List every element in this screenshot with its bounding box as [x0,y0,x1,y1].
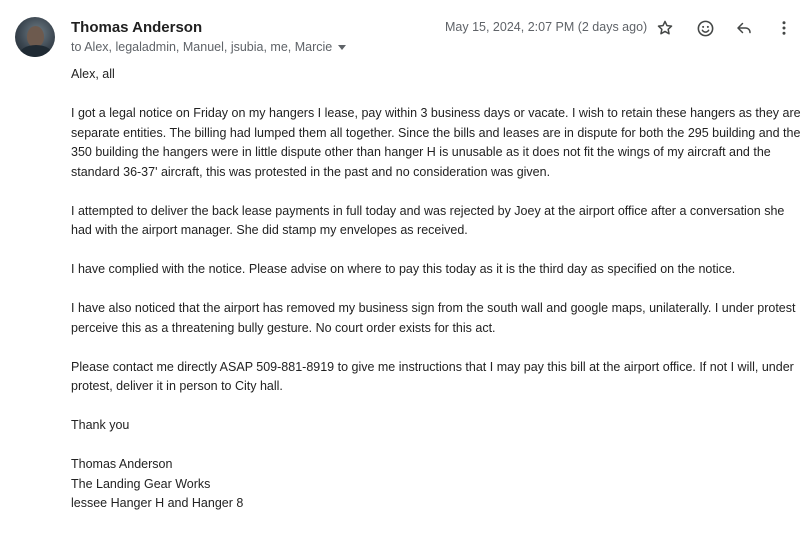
body-paragraph: I have complied with the notice. Please advise on where to pay this today as it is the third day as specified on the notice. [71,262,736,276]
sender-name[interactable]: Thomas Anderson [71,19,203,36]
recipients-text: to Alex, legaladmin, Manuel, jsubia, me, Marcie [71,40,333,54]
body-paragraph: I attempted to deliver the back lease payments in full today and was rejected by Joey at the airport office after a conversation she had with the airport manager. She did stamp my envelopes as received. [71,203,785,237]
signature-company: The Landing Gear Works [71,476,211,491]
add-reaction-button[interactable] [692,15,718,41]
closing: Thank you [71,418,130,432]
greeting: Alex, all [71,67,115,81]
show-details-chevron-icon[interactable] [338,45,346,50]
email-body [71,65,801,514]
body-paragraph: I have also noticed that the airport has removed my business sign from the south wall and google maps, unilaterally. I under protest perceive this as a threatening bully gesture. No court order exists for this act. [71,301,796,335]
body-paragraph: I got a legal notice on Friday on my hangers I lease, pay within 3 business days or vacate. I wish to retain these hangers as they are separate entities. The billing had lumped them all together. Since the bills and leases are in dispute for both the 295 building and the 350 building the hangers were in little dispute other than hanger H is unusable as it does not fit the wings of my aircraft and the standard 36-37' aircraft, this was protested in the past and no consideration was given. [71,106,801,179]
emoji-icon [696,19,715,38]
avatar-face [27,26,44,47]
reply-button[interactable] [731,15,757,41]
sender-avatar[interactable] [15,17,55,57]
body-paragraph: Please contact me directly ASAP 509-881-8919 to give me instructions that I may pay this bill at the airport office. If not I will, under protest, deliver it in person to City hall. [71,359,794,393]
reply-icon [735,19,753,37]
more-vert-icon [775,19,793,37]
signature-name: Thomas Anderson [71,457,173,471]
email-date: May 15, 2024, 2:07 PM (2 days ago) [445,20,648,34]
recipients-line[interactable] [71,40,346,54]
signature-title: lessee Hanger H and Hanger 8 [71,496,244,510]
more-options-button[interactable] [771,15,797,41]
star-icon [656,19,674,37]
star-button[interactable] [652,15,678,41]
avatar-body [19,45,53,57]
